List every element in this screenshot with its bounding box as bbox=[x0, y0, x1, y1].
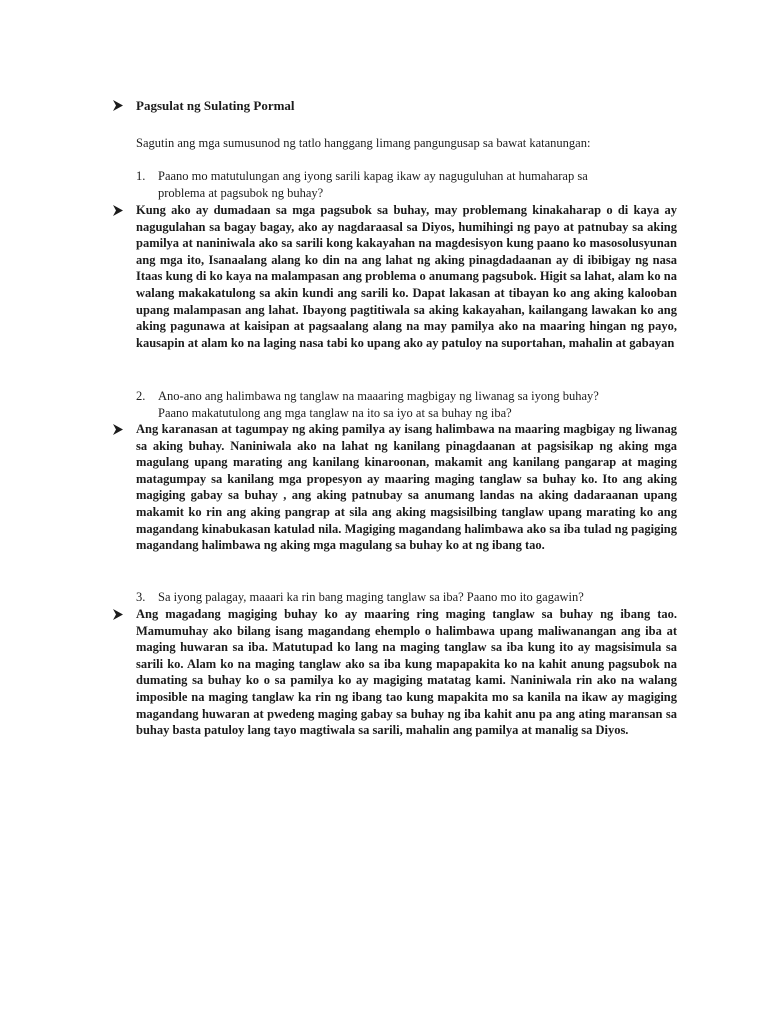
question-3 bbox=[136, 589, 676, 606]
question-1 bbox=[136, 168, 676, 202]
arrow-bullet-icon bbox=[112, 202, 128, 219]
answer-2: Ang karanasan at tagumpay ng aking pamilya ay isang halimbawa na maaring magbigay ng liwanag sa aking buhay. Naniniwala ako na lahat ng kanilang pinagdaanan at pagsisikap ng aking mga magulang upang marating ang kanilang kinaroonan, makamit ang kanilang pangarap at maging matagumpay sa kanilang mga propesyon ay maaring maging tanglaw sa buhay ko. Ito ang aking magiging gabay sa buhay , ang aking patnubay sa anumang landas na aking dadaraanan upang makamit ko rin ang aking pangrap at sila ang aking magsisilbing tanglaw upang marating ko ang magandang kinabukasan katulad nila. Magiging magandang halimbawa ako sa iba tulad ng pagiging magandang halimbawa ng aking mga magulang sa buhay ko at ng ibang tao. bbox=[136, 422, 677, 553]
page-heading: Pagsulat ng Sulating Pormal bbox=[136, 98, 295, 113]
question-2 bbox=[136, 388, 676, 422]
question-line: Paano makatutulong ang mga tanglaw na ito sa iyo at sa buhay ng iba? bbox=[158, 406, 512, 420]
answer-3: Ang magadang magiging buhay ko ay maaring ring maging tanglaw sa buhay ng ibang tao. Mamumuhay ako bilang isang magandang ehemplo o halimbawa upang maliwanangan ang iba at maging huwaran sa iba. Matutupad ko lang na maging tanglaw sa iba kung ito ay magsisimula sa sarili ko. Alam ko na maging tanglaw ako sa iba kung mapapakita ko na kahit anung pagsubok na dumating sa buhay ko o sa pamilya ko ay magiging matatag kami. Naniniwala rin ako na walang imposible na maging tanglaw ka rin ng ibang tao kung mapakita mo sa kanila na ikaw ay magiging magandang huwaran at pwedeng maging gabay sa buhay ng iba kahit anu pa ang ating maransan sa buhay basta patuloy lang tayo magtiwala sa sarili, mahalin ang pamilya at manalig sa Diyos. bbox=[136, 607, 677, 738]
question-line: problema at pagsubok ng buhay? bbox=[158, 186, 324, 200]
question-number: 1. bbox=[136, 169, 146, 183]
arrow-bullet-icon bbox=[112, 606, 128, 623]
arrow-bullet-icon bbox=[112, 97, 128, 114]
answer-1: Kung ako ay dumadaan sa mga pagsubok sa buhay, may problemang kinakaharap o di kaya ay nagugulahan sa bagay bagay, ako ay nagdaraasal sa Diyos, humihingi ng payo at patnubay sa aking pamilya at naniniwala ako sa sarili kong kakayahan na magdesisyon kung paano ko masosolusyunan ang mga ito, Isanaalang alang ko din na ang lahat ng aking pinagdadaanan ay di ibibigay ng nasa Itaas kung di ko kaya na malampasan ang problema o anumang pagsubok. Higit sa lahat, alam ko na walang makakatulong sa akin kundi ang sarili ko. Dapat lakasan at tibayan ko ang aking kalooban upang malampasan ang lahat. Ibayong pagtitiwala sa aking kakayahan, kailangang lawakan ko ang aking pagunawa at kaisipan at pagsaalang alang na may pamilya ako na maaring hingan ng payo, kausapin at alam ko na laging nasa tabi ko upang ako ay patuloy na suportahan, mahalin at gabayan bbox=[136, 203, 677, 350]
question-line: Ano-ano ang halimbawa ng tanglaw na maaaring magbigay ng liwanag sa iyong buhay? bbox=[158, 389, 599, 403]
question-line: Sa iyong palagay, maaari ka rin bang maging tanglaw sa iba? Paano mo ito gagawin? bbox=[158, 590, 584, 604]
instruction-text: Sagutin ang mga sumusunod ng tatlo hanggang limang pangungusap sa bawat katanungan: bbox=[136, 136, 591, 150]
arrow-bullet-icon bbox=[112, 421, 128, 438]
question-number: 2. bbox=[136, 389, 146, 403]
question-line: Paano mo matutulungan ang iyong sarili kapag ikaw ay naguguluhan at humaharap sa bbox=[158, 169, 588, 183]
question-number: 3. bbox=[136, 590, 146, 604]
